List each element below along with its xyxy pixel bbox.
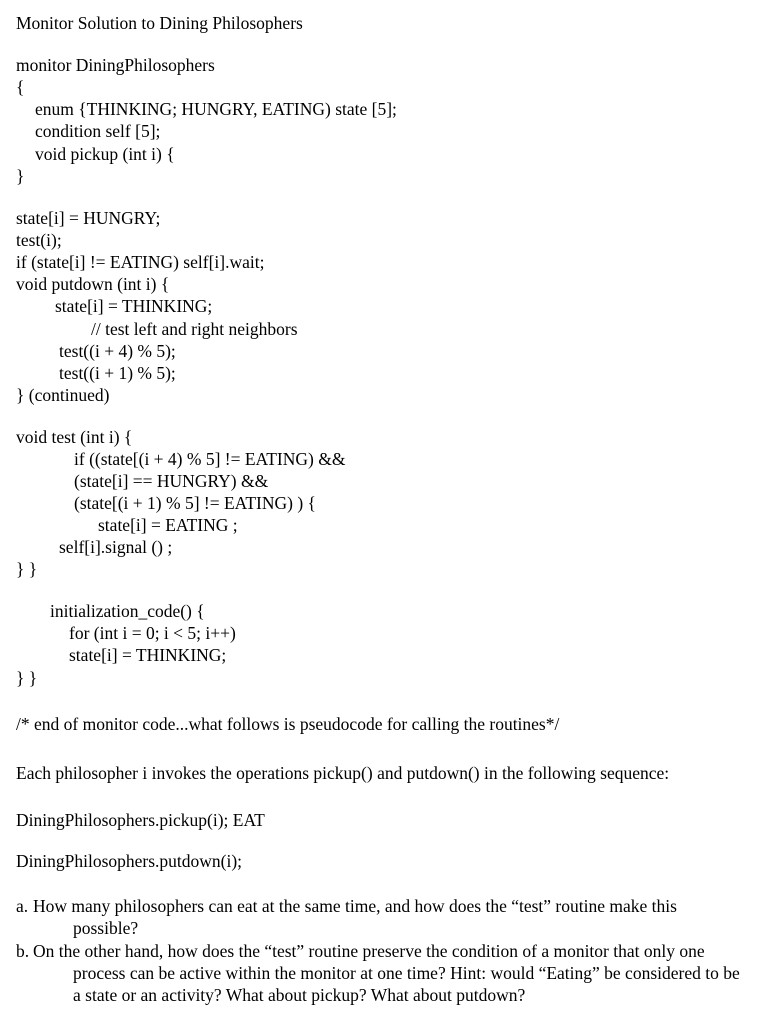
code-line: } bbox=[16, 166, 25, 186]
question-a bbox=[16, 895, 746, 939]
code-line: { bbox=[16, 77, 25, 97]
code-line: condition self [5]; bbox=[35, 121, 161, 141]
end-comment: /* end of monitor code...what follows is pseudocode for calling the routines*/ bbox=[16, 714, 560, 734]
code-line: } } bbox=[16, 559, 38, 579]
question-text: On the other hand, how does the “test” routine preserve the condition of a monitor that only one process can be active within the monitor at one time? Hint: would “Eating” be considered to be a state or an activity? What about pickup? What about putdown? bbox=[33, 941, 740, 1005]
code-line: test(i); bbox=[16, 230, 62, 250]
question-text: How many philosophers can eat at the same time, and how does the “test” routine make this possible? bbox=[33, 896, 677, 938]
code-line: state[i] = HUNGRY; bbox=[16, 208, 161, 228]
code-line: } (continued) bbox=[16, 385, 110, 405]
code-line: monitor DiningPhilosophers bbox=[16, 55, 215, 75]
question-b bbox=[16, 940, 746, 1006]
code-line: state[i] = THINKING; bbox=[55, 296, 213, 316]
code-line: for (int i = 0; i < 5; i++) bbox=[69, 623, 236, 643]
code-comment: // test left and right neighbors bbox=[91, 319, 298, 339]
code-line: void test (int i) { bbox=[16, 427, 133, 447]
call-pickup: DiningPhilosophers.pickup(i); EAT bbox=[16, 810, 265, 830]
call-putdown: DiningPhilosophers.putdown(i); bbox=[16, 851, 243, 871]
code-line: initialization_code() { bbox=[50, 601, 205, 621]
code-line: void putdown (int i) { bbox=[16, 274, 170, 294]
code-line: state[i] = EATING ; bbox=[98, 515, 238, 535]
code-line: test((i + 1) % 5); bbox=[59, 363, 176, 383]
sequence-intro: Each philosopher i invokes the operations pickup() and putdown() in the following sequence: bbox=[16, 763, 670, 783]
code-line: enum {THINKING; HUNGRY, EATING) state [5]; bbox=[35, 99, 397, 119]
code-line: test((i + 4) % 5); bbox=[59, 341, 176, 361]
code-line: state[i] = THINKING; bbox=[69, 645, 227, 665]
code-line: if ((state[(i + 4) % 5] != EATING) && bbox=[74, 449, 346, 469]
page-title: Monitor Solution to Dining Philosophers bbox=[16, 13, 303, 33]
code-line: void pickup (int i) { bbox=[35, 144, 175, 164]
question-label: b. bbox=[16, 941, 30, 961]
code-line: self[i].signal () ; bbox=[59, 537, 173, 557]
code-line: } } bbox=[16, 668, 38, 688]
question-label: a. bbox=[16, 896, 29, 916]
code-line: (state[(i + 1) % 5] != EATING) ) { bbox=[74, 493, 316, 513]
code-line: (state[i] == HUNGRY) && bbox=[74, 471, 269, 491]
code-line: if (state[i] != EATING) self[i].wait; bbox=[16, 252, 265, 272]
